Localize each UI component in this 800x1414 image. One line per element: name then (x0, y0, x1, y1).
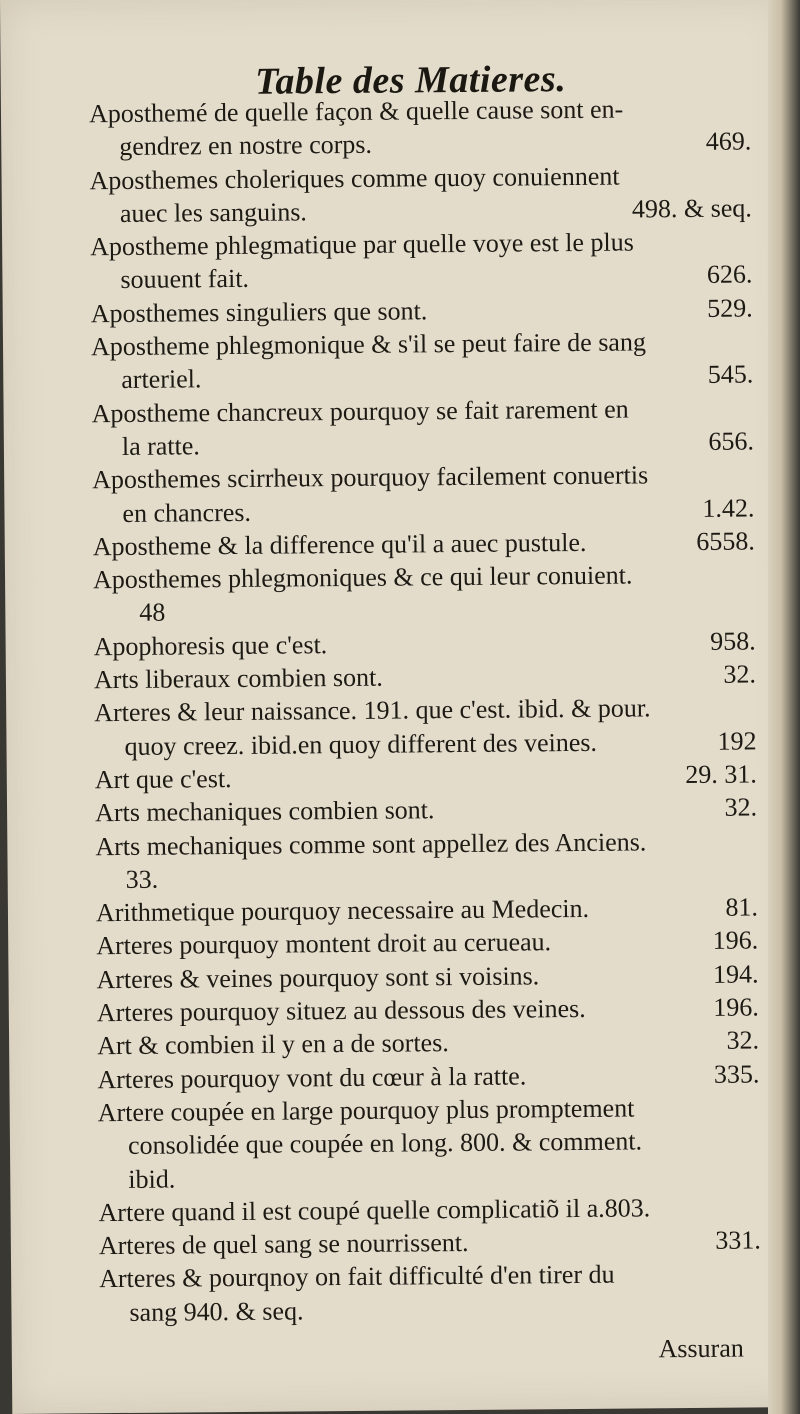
index-entry-text: auec les sanguins. (119, 197, 308, 228)
index-page-number: 529. (707, 293, 753, 323)
index-page-number: 469. (705, 126, 752, 157)
index-line (99, 1290, 761, 1329)
index-entry-text: Arteres pourquoy situez au dessous des veines. (96, 993, 586, 1028)
index-page-number: 626. (706, 259, 753, 290)
index-entry-text: 48 (139, 598, 166, 628)
index-entry-text: Apophoresis que c'est. (93, 629, 328, 661)
index-entry-text: Aposthemes scirrheux pourquoy facilement conuertis (92, 460, 649, 495)
index-page-number: 32. (723, 659, 757, 689)
index-entry-text: Arteres & pourqnoy on fait difficulté d'en tirer du (99, 1260, 615, 1294)
index-entry-text: la ratte. (121, 431, 200, 461)
index-entry-text: consolidée que coupée en long. 800. & comment. (127, 1126, 643, 1161)
index-entry-text: Aposthemé de quelle façon & quelle cause sont en- (88, 94, 624, 129)
index-entry-text: Art & combien il y en a de sortes. (97, 1028, 449, 1061)
index-entry-text: Apostheme chancreux pourquoy se fait rarement en (91, 394, 629, 428)
index-entry-text: Artere quand il est coupé quelle complicatiõ il a.803. (98, 1193, 651, 1227)
index-entry-text: Apostheme phlegmatique par quelle voye est le plus (90, 227, 634, 262)
index-entry-text: Art que c'est. (94, 763, 232, 795)
index-entry-text: 33. (125, 864, 159, 894)
index-page-number: 32. (724, 792, 758, 822)
index-entry-text: Aposthemes singuliers que sont. (90, 296, 428, 329)
index-entry-text: Arteres pourquoy vont du cœur à la ratte. (97, 1061, 527, 1094)
index-entry-text: Arts mechaniques combien sont. (94, 795, 435, 828)
index-page-number: 196. (712, 925, 759, 956)
index-entry-text: arteriel. (121, 364, 202, 395)
index-entry-text: Arts mechaniques comme sont appellez des Anciens. (95, 826, 647, 861)
index-page-number: 545. (707, 359, 754, 390)
index-entry-text: gendrez en nostre corps. (119, 130, 373, 162)
index-page-number: 331. (715, 1225, 761, 1255)
index-page-number: 192 (717, 726, 757, 756)
index-page-number: 498. & seq. (631, 193, 752, 224)
index-entry-text: Arts liberaux combien sont. (93, 662, 383, 695)
page-title: Table des Matieres. (255, 58, 567, 103)
index-page-number: 1.42. (702, 492, 755, 523)
index-page-number: 6558. (696, 526, 755, 556)
index-page-number: 32. (726, 1025, 760, 1056)
index-page-number: 81. (725, 892, 759, 922)
index-entries (89, 91, 762, 1329)
index-entry-text: Arteres de quel sang se nourrissent. (98, 1228, 469, 1261)
index-entry-text: Arteres & veines pourquoy sont si voisins. (96, 961, 540, 994)
index-entry-text: Aposthemes phlegmoniques & ce qui leur conuient. (92, 560, 633, 595)
index-entry-text: Artere coupée en large pourquoy plus promptement (97, 1093, 635, 1128)
index-entry-text: Aposthemes choleriques comme quoy conuiennent (89, 161, 620, 195)
catchword: Assuran (658, 1333, 744, 1364)
index-entry-text: quoy creez. ibid.en quoy different des veines. (124, 727, 598, 761)
index-page-number: 958. (709, 626, 756, 656)
index-entry-text: Arteres pourquoy montent droit au cerueau. (96, 927, 552, 961)
page-edge (768, 0, 800, 1414)
index-entry-text: ibid. (128, 1164, 176, 1194)
index-entry-text: Arteres & leur naissance. 191. que c'est. ibid. & pour. (94, 693, 651, 728)
index-page-number: 194. (712, 959, 759, 989)
index-page-number: 29. 31. (685, 759, 757, 789)
index-page-number: 335. (713, 1059, 760, 1089)
index-entry-text: Arithmetique pourquoy necessaire au Medecin. (95, 894, 590, 928)
index-entry-text: Apostheme phlegmonique & s'il se peut faire de sang (90, 327, 647, 362)
index-page-number: 656. (708, 426, 755, 456)
index-page-number: 196. (713, 992, 759, 1022)
index-entry-text: sang 940. & seq. (129, 1296, 304, 1327)
index-entry-text: en chancres. (122, 497, 252, 528)
index-entry-text: souuent fait. (120, 264, 250, 295)
index-entry-text: Apostheme & la difference qu'il a auec pustule. (92, 527, 587, 562)
